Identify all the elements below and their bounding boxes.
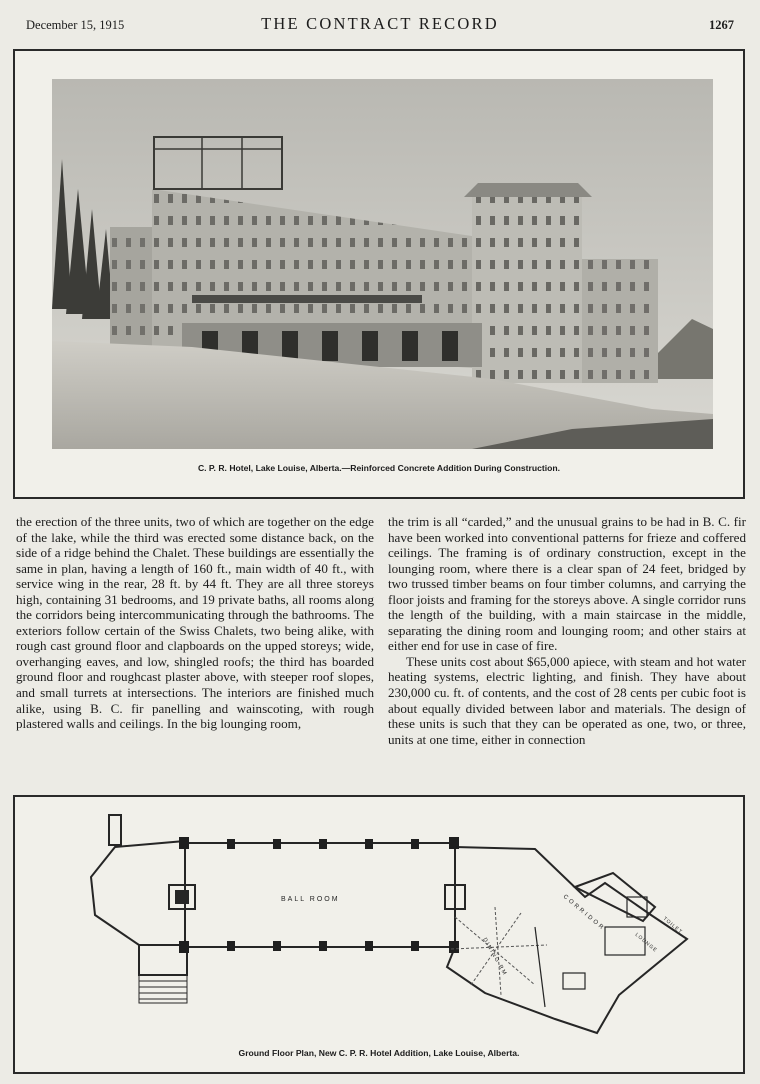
right-column-paragraph-2: These units cost about $65,000 apiece, with steam and hot water heating systems, electric lighting, and finish. They have about 230,000 cu. ft. of contents, and the cost of 28 cents per cubic foot is about equally divided between labor and materials. The design of these units is such that they can be operated as one, two, or three, units at one time, either in connection [388, 653, 746, 747]
left-column-text: the erection of the three units, two of which are together on the edge of the lake, while the third was erected some distance back, on the side of a ridge behind the Chalet. These buildings are essentially the same in plan, having a length of 160 ft., main width of 40 ft., with service wing in the rear, 28 ft. by 44 ft. They are all three storeys high, containing 31 bedrooms, and 19 private baths, all rooms along the corridors being intercommunicating through the bathrooms. The exteriors follow certain of the Swiss Chalets, two being alike, with rough cast ground floor and clapboards on the upped storeys; wide, overhanging eaves, and low, shingled roofs; the third has boarded ground floor and roughcast plaster above, with steeper roof slopes, and small turrets at intersections. The interiors are finished much alike, using B. C. fir panelling and wainscoting, with rough plastered walls and ceilings. In the big lounging room, [16, 514, 374, 732]
photo-figure [13, 49, 745, 499]
plan-label-dining-room: DINING RM [481, 937, 508, 978]
floor-plan-figure [13, 795, 745, 1074]
ground-floor-plan-drawing [15, 797, 743, 1043]
plan-label-toilet: TOILET [661, 915, 684, 936]
plan-caption: Ground Floor Plan, New C. P. R. Hotel Addition, Lake Louise, Alberta. [238, 1048, 520, 1058]
page-header [0, 14, 760, 38]
article-left-column [16, 514, 374, 732]
plan-label-corridor: CORRIDOR [561, 893, 606, 933]
hotel-construction-photo [52, 79, 713, 449]
right-column-paragraph-1: the trim is all “carded,” and the unusual grains to be had in B. C. fir have been worked into conventional patterns for frieze and coffered ceilings. The framing is of ordinary construction, except in the lounging room, where there is a clear span of 24 feet, bridged by two trussed timber beams on four timber columns, and carrying the floor joists and framing for the storeys above. A single corridor runs the length of the building, with a main staircase in the middle, separating the dining room and lounging room; and other stairs at either end for use in case of fire. [388, 514, 746, 654]
header-date: December 15, 1915 [26, 18, 125, 32]
plan-label-lounge: LOUNGE [633, 931, 659, 954]
page-number: 1267 [709, 18, 734, 32]
journal-title: THE CONTRACT RECORD [261, 14, 499, 33]
photo-caption: C. P. R. Hotel, Lake Louise, Alberta.—Reinforced Concrete Addition During Construction. [197, 463, 561, 473]
plan-label-ball-room: BALL ROOM [281, 896, 340, 903]
article-right-column [388, 514, 746, 747]
